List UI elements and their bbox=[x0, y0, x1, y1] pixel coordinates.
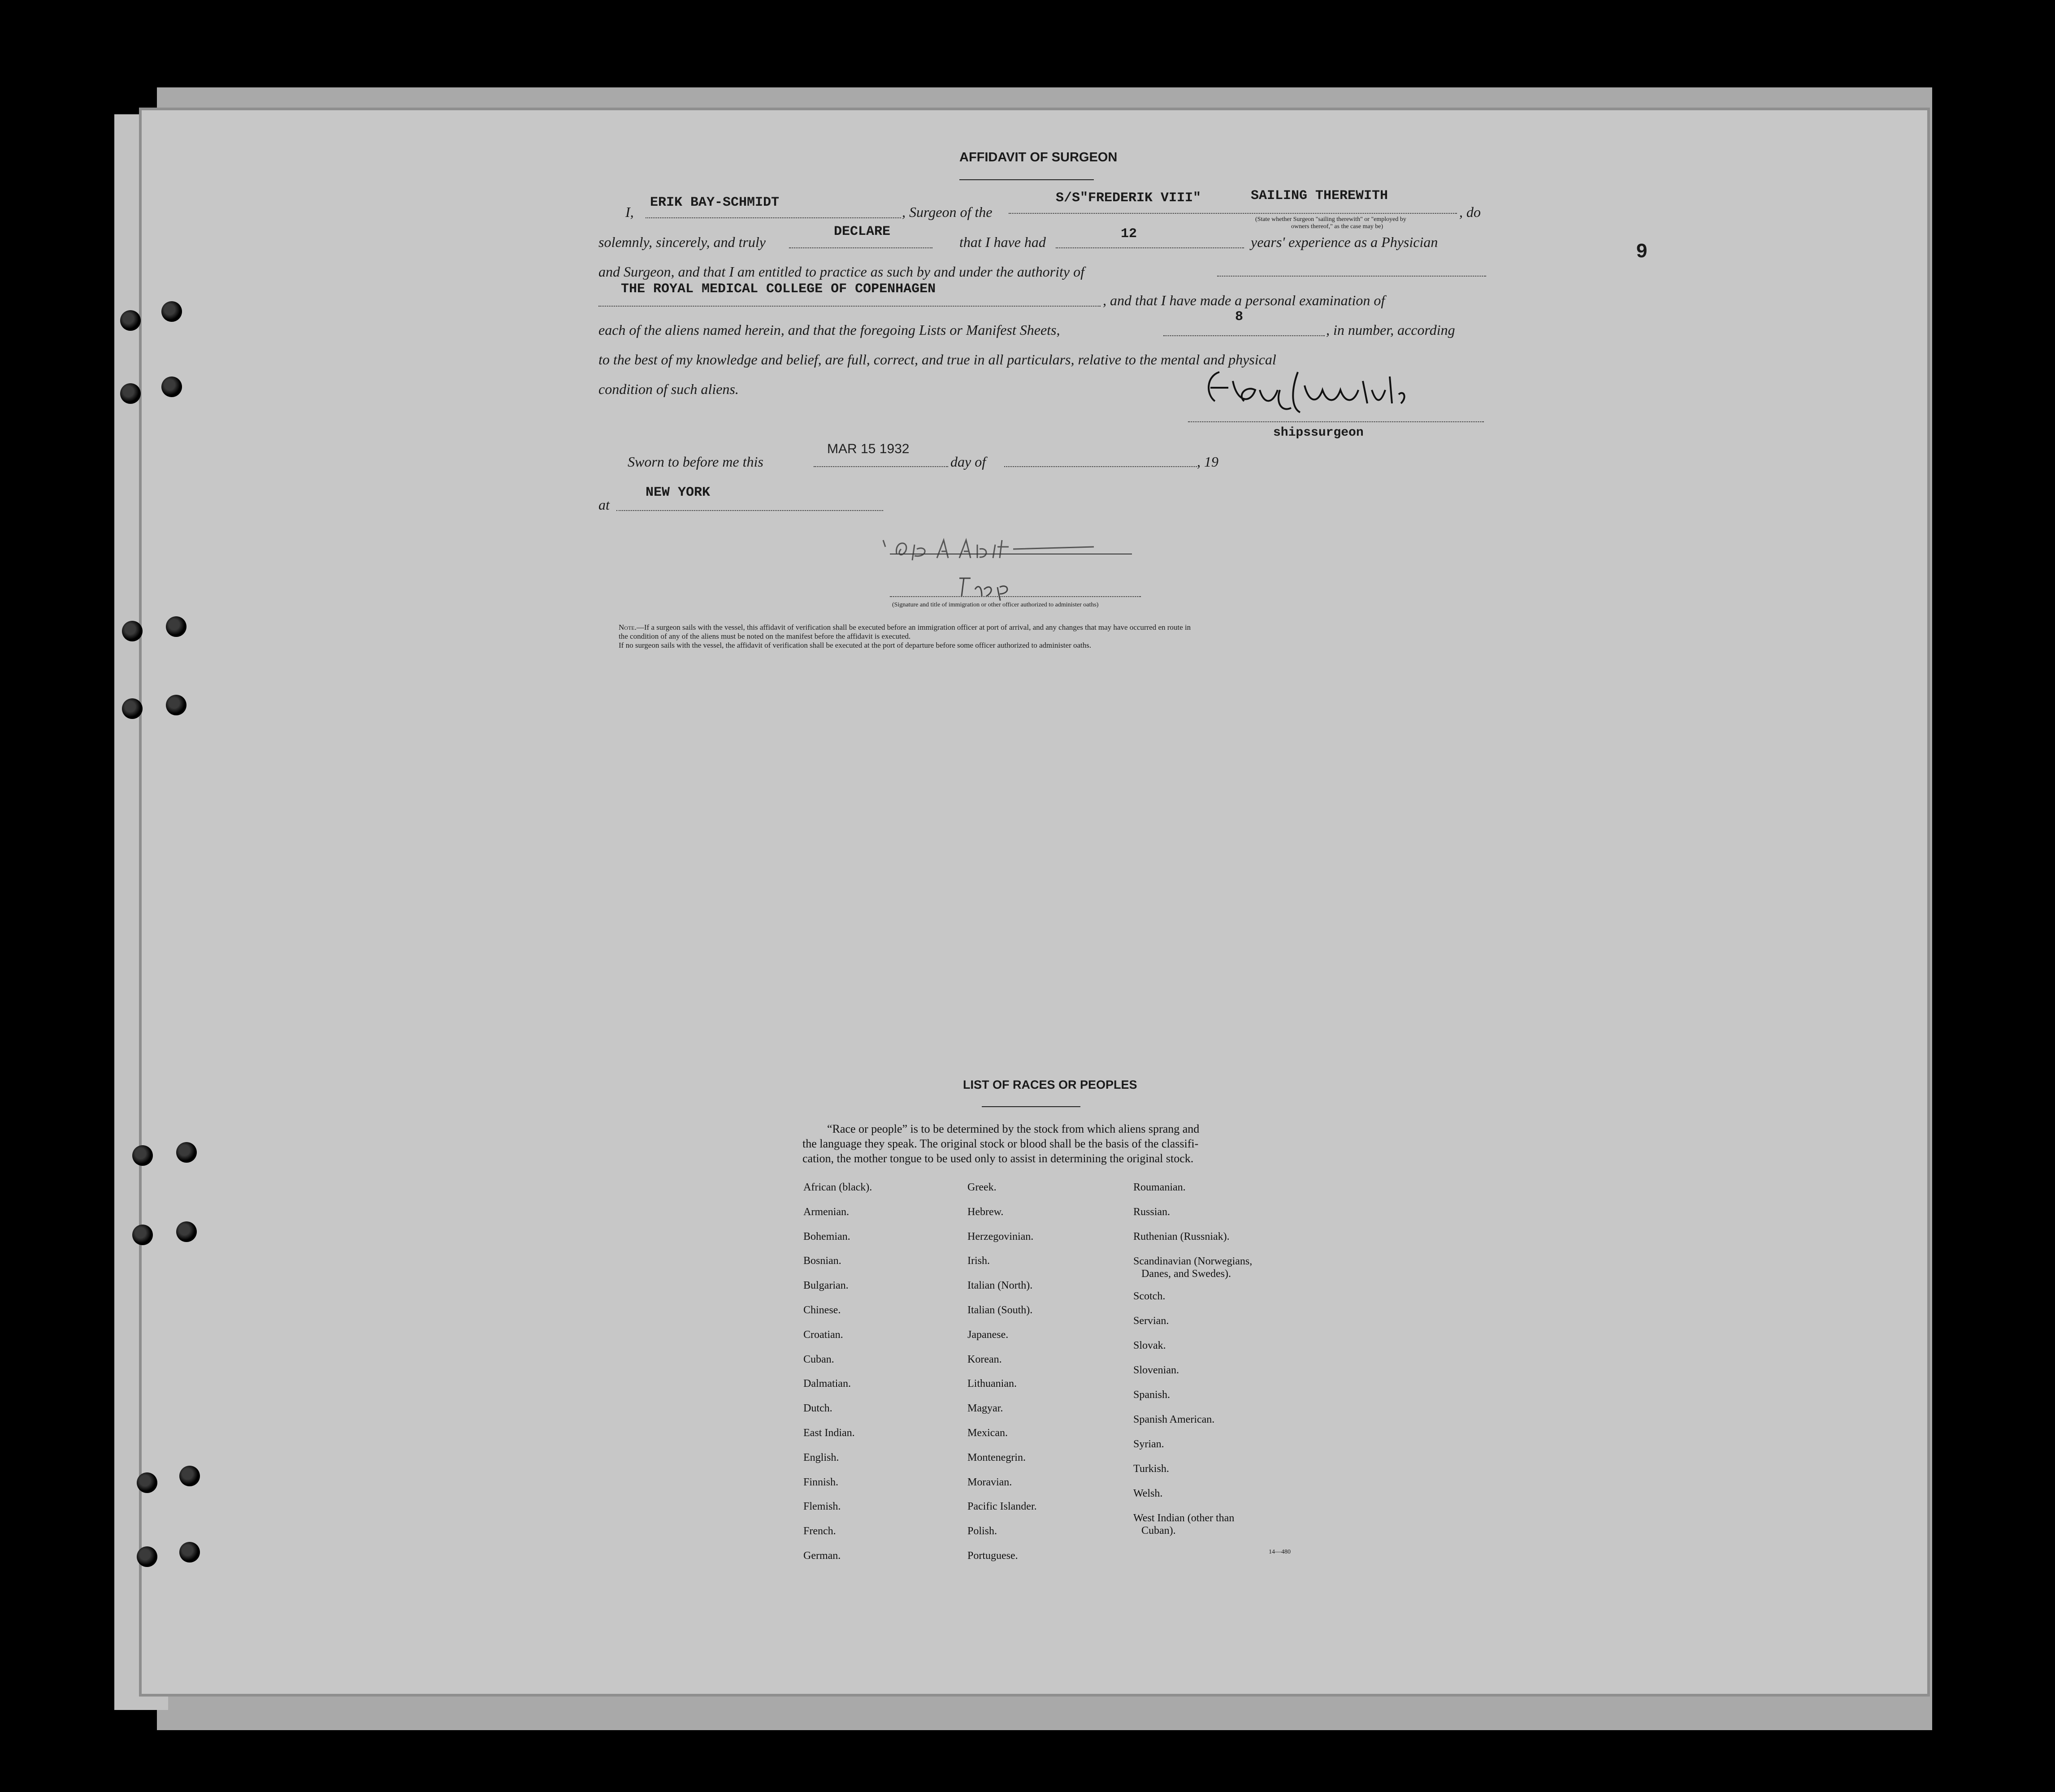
sworn-date-stamp: MAR 15 1932 bbox=[827, 442, 910, 456]
personal-exam-label: , and that I have made a personal examination of bbox=[1103, 292, 1385, 308]
each-of-label: each of the aliens named herein, and that the foregoing Lists or Manifest Sheets, bbox=[598, 322, 1060, 338]
punch-hole bbox=[137, 1546, 157, 1567]
day-of-label: day of bbox=[950, 454, 986, 470]
race-item: Greek. bbox=[967, 1182, 997, 1193]
punch-hole bbox=[176, 1221, 197, 1242]
condition-text: condition of such aliens. bbox=[598, 381, 739, 397]
years-value: 12 bbox=[1121, 226, 1137, 242]
form-number: 14—480 bbox=[1269, 1549, 1291, 1555]
race-item: Turkish. bbox=[1133, 1463, 1169, 1475]
race-item: Herzegovinian. bbox=[967, 1230, 1034, 1242]
race-item: Servian. bbox=[1133, 1315, 1169, 1327]
page-number: 9 bbox=[1636, 240, 1647, 262]
signature-line bbox=[1188, 421, 1484, 422]
race-item: Magyar. bbox=[967, 1402, 1003, 1415]
race-item: Croatian. bbox=[803, 1329, 843, 1341]
and-surgeon-label: and Surgeon, and that I am entitled to practice as such by and under the authority of bbox=[598, 264, 1084, 280]
sworn-label: Sworn to before me this bbox=[628, 454, 763, 470]
race-item: Spanish. bbox=[1133, 1389, 1171, 1401]
in-number-label: , in number, according bbox=[1326, 322, 1455, 338]
punch-hole bbox=[161, 301, 182, 322]
race-item: Cuban. bbox=[803, 1353, 834, 1365]
punch-hole bbox=[132, 1145, 153, 1166]
race-item: African (black). bbox=[803, 1182, 872, 1193]
race-item: Slovak. bbox=[1133, 1340, 1166, 1351]
punch-hole bbox=[120, 310, 141, 331]
punch-hole bbox=[166, 616, 186, 637]
punch-hole bbox=[132, 1225, 153, 1245]
fill-line bbox=[616, 510, 883, 511]
fill-line bbox=[1004, 466, 1197, 467]
race-item: German. bbox=[803, 1550, 841, 1562]
race-item: Ruthenian (Russniak). bbox=[1133, 1231, 1230, 1242]
punch-hole bbox=[122, 621, 143, 641]
title-rule bbox=[959, 179, 1094, 180]
place-value: NEW YORK bbox=[646, 485, 711, 500]
that-i-have-had-label: that I have had bbox=[959, 234, 1046, 250]
i-label: I, bbox=[625, 204, 634, 220]
note-label: Note. bbox=[619, 623, 637, 632]
nineteen-label: , 19 bbox=[1197, 454, 1218, 470]
punch-hole bbox=[122, 698, 143, 719]
race-item: Slovenian. bbox=[1133, 1364, 1179, 1376]
sheets-value: 8 bbox=[1235, 309, 1244, 325]
fill-line bbox=[789, 247, 932, 248]
authority-name: THE ROYAL MEDICAL COLLEGE OF COPENHAGEN bbox=[621, 281, 936, 297]
race-item: Bulgarian. bbox=[803, 1280, 849, 1292]
declare-word: DECLARE bbox=[834, 224, 891, 239]
punch-hole bbox=[179, 1542, 200, 1563]
official-caption: (Signature and title of immigration or other officer authorized to administer oaths) bbox=[892, 602, 1099, 608]
signer-title: shipssurgeon bbox=[1273, 426, 1364, 440]
race-item: Flemish. bbox=[803, 1501, 841, 1513]
at-label: at bbox=[598, 497, 610, 513]
race-item: Pacific Islander. bbox=[967, 1501, 1037, 1513]
race-item: Syrian. bbox=[1133, 1438, 1164, 1450]
race-item: West Indian (other than Cuban). bbox=[1133, 1512, 1235, 1537]
race-item: Moravian. bbox=[967, 1476, 1012, 1488]
punch-hole bbox=[166, 695, 186, 715]
race-item: Portuguese. bbox=[967, 1550, 1018, 1562]
intro-line: the language they speak. The original stock or blood shall be the basis of the classifi- bbox=[802, 1137, 1199, 1150]
state-note: (State whether Surgeon "sailing therewith" or "employed by bbox=[1255, 216, 1406, 223]
sailing-status: SAILING THEREWITH bbox=[1251, 188, 1388, 203]
race-item: Mexican. bbox=[967, 1427, 1008, 1439]
race-item: Spanish American. bbox=[1133, 1414, 1215, 1425]
race-item: Hebrew. bbox=[967, 1206, 1004, 1218]
years-experience-label: years' experience as a Physician bbox=[1251, 234, 1438, 250]
race-item: Russian. bbox=[1133, 1206, 1171, 1218]
race-item: Korean. bbox=[967, 1353, 1002, 1365]
affidavit-title: AFFIDAVIT OF SURGEON bbox=[959, 150, 1118, 164]
punch-hole bbox=[176, 1142, 197, 1163]
race-item: Scotch. bbox=[1133, 1290, 1166, 1302]
race-item: East Indian. bbox=[803, 1427, 855, 1439]
fill-line bbox=[1009, 213, 1457, 214]
solemnly-label: solemnly, sincerely, and truly bbox=[598, 234, 766, 250]
races-title: LIST OF RACES OR PEOPLES bbox=[963, 1078, 1137, 1091]
race-item: Chinese. bbox=[803, 1304, 841, 1316]
race-item: Scandinavian (Norwegians, Danes, and Swedes). bbox=[1133, 1255, 1253, 1280]
race-item: Finnish. bbox=[803, 1476, 839, 1488]
race-item: Irish. bbox=[967, 1255, 990, 1267]
do-label: , do bbox=[1459, 204, 1481, 220]
race-item: Polish. bbox=[967, 1525, 997, 1537]
note-line-2: the condition of any of the aliens must be noted on the manifest before the affidavit is executed. bbox=[619, 632, 911, 641]
fill-line bbox=[1056, 247, 1244, 248]
punch-hole bbox=[120, 383, 141, 404]
affidavit-note bbox=[619, 623, 1191, 650]
surgeon-name: ERIK BAY-SCHMIDT bbox=[650, 195, 780, 210]
note-line-1: —If a surgeon sails with the vessel, this affidavit of verification shall be executed before an immigration officer at port of arrival, and any changes that may have occurred en route in bbox=[636, 623, 1191, 632]
fill-line bbox=[814, 466, 948, 467]
race-item: Italian (South). bbox=[967, 1304, 1033, 1316]
fill-line bbox=[1163, 335, 1325, 336]
official-title-line bbox=[890, 596, 1141, 597]
race-item: Lithuanian. bbox=[967, 1378, 1017, 1390]
intro-line: cation, the mother tongue to be used only to assist in determining the original stock. bbox=[802, 1152, 1194, 1165]
races-title-rule bbox=[982, 1106, 1080, 1107]
document-page bbox=[139, 108, 1930, 1697]
race-item: Dalmatian. bbox=[803, 1378, 851, 1390]
races-intro bbox=[802, 1121, 1199, 1166]
state-note: owners thereof," as the case may be) bbox=[1291, 223, 1383, 230]
race-item: Bohemian. bbox=[803, 1230, 850, 1242]
race-item: Italian (North). bbox=[967, 1280, 1033, 1292]
punch-hole bbox=[137, 1472, 157, 1493]
fill-line bbox=[646, 217, 901, 218]
race-item: Dutch. bbox=[803, 1402, 832, 1415]
race-item: Welsh. bbox=[1133, 1488, 1163, 1499]
race-item: Montenegrin. bbox=[967, 1451, 1026, 1463]
surgeon-of-the-label: , Surgeon of the bbox=[902, 204, 993, 220]
race-item: Japanese. bbox=[967, 1329, 1009, 1341]
race-item: Armenian. bbox=[803, 1206, 849, 1218]
vessel-name: S/S"FREDERIK VIII" bbox=[1056, 190, 1201, 206]
race-item: English. bbox=[803, 1451, 839, 1463]
fill-line bbox=[598, 306, 1101, 307]
surgeon-signature-image bbox=[1201, 363, 1435, 417]
punch-hole bbox=[179, 1466, 200, 1486]
punch-hole bbox=[161, 377, 182, 397]
race-item: Roumanian. bbox=[1133, 1182, 1186, 1193]
best-of-knowledge-text: to the best of my knowledge and belief, are full, correct, and true in all particulars, relative to the mental and physical bbox=[598, 351, 1276, 368]
official-title-image bbox=[955, 565, 1080, 601]
race-item: Bosnian. bbox=[803, 1255, 841, 1267]
fill-line bbox=[1217, 276, 1486, 277]
note-line-3: If no surgeon sails with the vessel, the affidavit of verification shall be executed at the port of departure before some officer authorized to administer oaths. bbox=[619, 641, 1092, 649]
intro-line: “Race or people” is to be determined by the stock from which aliens sprang and bbox=[827, 1122, 1200, 1135]
race-item: French. bbox=[803, 1525, 836, 1537]
